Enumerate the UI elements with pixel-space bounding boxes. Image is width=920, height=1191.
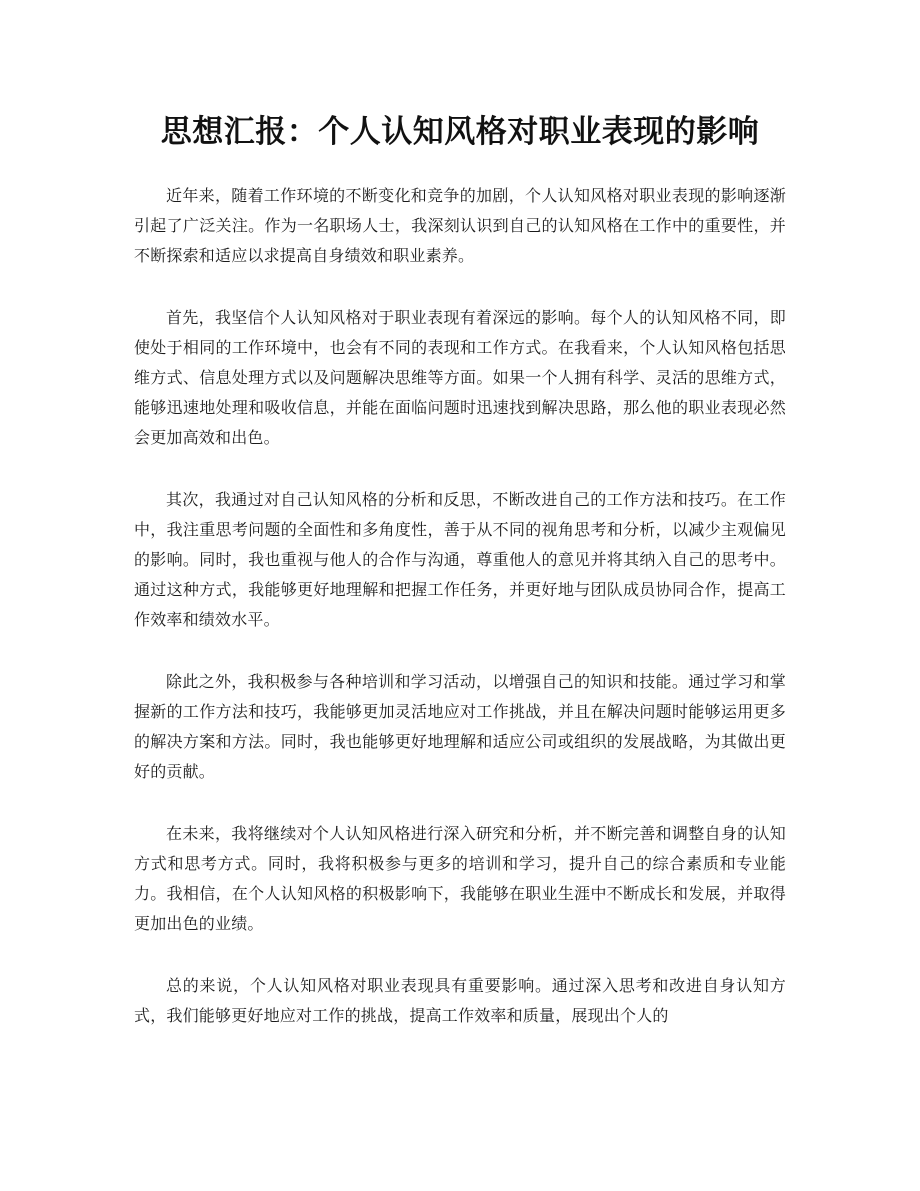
paragraph-5: 在未来，我将继续对个人认知风格进行深入研究和分析，并不断完善和调整自身的认知方式和思考方式。同时，我将积极参与更多的培训和学习，提升自己的综合素质和专业能力。我相信，在个人认知风格的积极影响下，我能够在职业生涯中不断成长和发展，并取得更加出色的业绩。 bbox=[134, 824, 786, 933]
paragraph-1: 近年来，随着工作环境的不断变化和竞争的加剧，个人认知风格对职业表现的影响逐渐引起了广泛关注。作为一名职场人士，我深刻认识到自己的认知风格在工作中的重要性，并不断探索和适应以求提高自身绩效和职业素养。 bbox=[134, 186, 786, 265]
paragraph-3: 其次，我通过对自己认知风格的分析和反思，不断改进自己的工作方法和技巧。在工作中，我注重思考问题的全面性和多角度性，善于从不同的视角思考和分析，以减少主观偏见的影响。同时，我也重视与他人的合作与沟通，尊重他人的意见并将其纳入自己的思考中。通过这种方式，我能够更好地理解和把握工作任务，并更好地与团队成员协同合作，提高工作效率和绩效水平。 bbox=[134, 490, 786, 629]
document-title: 思想汇报：个人认知风格对职业表现的影响 bbox=[160, 114, 760, 150]
document-body bbox=[134, 181, 786, 1031]
paragraph-6: 总的来说，个人认知风格对职业表现具有重要影响。通过深入思考和改进自身认知方式，我们能够更好地应对工作的挑战，提高工作效率和质量，展现出个人的 bbox=[134, 976, 786, 1025]
paragraph-2: 首先，我坚信个人认知风格对于职业表现有着深远的影响。每个人的认知风格不同，即使处于相同的工作环境中，也会有不同的表现和工作方式。在我看来，个人认知风格包括思维方式、信息处理方式以及问题解决思维等方面。如果一个人拥有科学、灵活的思维方式，能够迅速地处理和吸收信息，并能在面临问题时迅速找到解决思路，那么他的职业表现必然会更加高效和出色。 bbox=[134, 308, 786, 447]
paragraph-4: 除此之外，我积极参与各种培训和学习活动，以增强自己的知识和技能。通过学习和掌握新的工作方法和技巧，我能够更加灵活地应对工作挑战，并且在解决问题时能够运用更多的解决方案和方法。同时，我也能够更好地理解和适应公司或组织的发展战略，为其做出更好的贡献。 bbox=[134, 672, 786, 781]
